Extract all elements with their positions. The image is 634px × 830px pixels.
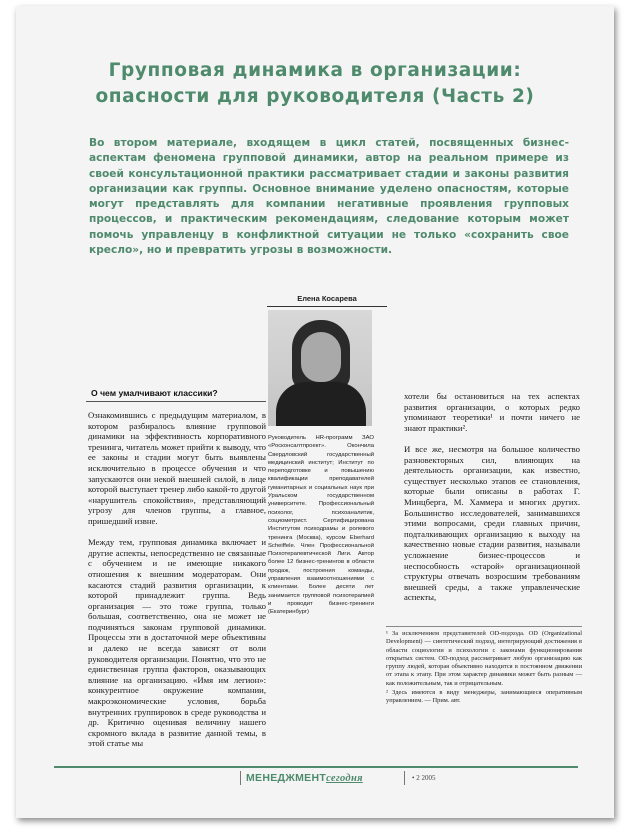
article-title-line1: Групповая динамика в организации: [108, 60, 522, 81]
author-photo [268, 310, 372, 426]
author-divider [267, 306, 387, 307]
magazine-name: МЕНЕДЖМЕНТ [246, 772, 327, 784]
footnote: ¹ За исключением представителей OD-подхода. OD (Organizational Development) — синтетический подход, интегрирующий достижения в области социологии и психологии с законами функционирования открытых систем. OD-подход рассматривает любую организацию как группу людей, которая объективно находится в постоянном движении от этапа к этапу. При этом характер динамики может быть разным — как положительным, так и отрицательным. [386, 630, 582, 687]
article-lead: Во втором материале, входящем в цикл статей, посвященных бизнес-аспектам феномена групповой динамики, автор на реальном примере из своей консультационной практики рассматривает стадии и законы развития организации как группы. Основное внимание уделено опасностям, которые могут представлять для компании негативные проявления групповых процессов, и практическим рекомендациям, следование которым может помочь управленцу в конфликтной ситуации не только «сохранить свое кресло», но и превратить угрозы в возможности. [89, 137, 569, 257]
author-bio: Руководитель HR-программ ЗАО «Росконсалтпроект». Окончила Свердловский государственный медицинский институт; Институт по переподготовке и повышению квалификации преподавателей гуманитарных и социальных наук при Уральском государственном университете. Профессиональный психолог, психоаналитик, социометрист. Сертифицирована Институтом психодрамы и ролевого тренинга (Москва), курсом Eberhard Scheiffele. Член Профессиональной Психотерапевтической Лиги. Автор более 12 бизнес-тренингов в области продаж, построения команды, управления взаимоотношениями с клиентами. Более десяти лет занимается групповой психотерапией и проводит бизнес-тренинги (Екатеринбург) [268, 435, 374, 616]
magazine-logo [246, 772, 363, 784]
footnote-divider [386, 626, 582, 627]
footer-separator [404, 771, 405, 785]
paragraph: И все же, несмотря на большое количество разновекторных сил, влияющих на деятельность организации, как известно, существует несколько этапов ее становления, которые были описаны в работах Г. Минцберга, М. Хаммера и многих других. Большинство исследователей, занимавшихся этими вопросами, среди главных причин, подталкивающих организацию к выходу на качественно новые стадии развития, называли усложнение бизнес-процессов и неспособность «старой» организационной структуры отвечать возросшим требованиям внешней среды, а также управленческие аспекты, [404, 443, 580, 603]
paragraph: Ознакомившись с предыдущим материалом, в котором разбиралось влияние групповой динамики на эффективность корпоративного тренинга, читатель может прийти к выводу, что ее законы и стадии могут быть выявлены исключительно в процессе обучения и что запускаются они некой внешней силой, в лице которой выступает тренер либо какой-то другой «нарушитель спокойствия», представляющий угрозу для членов группы, а главное, пришедший извне. [88, 410, 266, 526]
section-heading: О чем умалчивают классики? [91, 388, 218, 398]
footnotes [386, 630, 582, 707]
article-title [16, 58, 614, 110]
article-column-left [88, 410, 266, 760]
section-divider [86, 401, 266, 402]
author-name: Елена Косарева [297, 294, 357, 303]
issue-number: • 2 2005 [412, 774, 436, 782]
footnote: ² Здесь имеются в виду менеджеры, занимающиеся оперативным управлением. — Прим. авт. [386, 689, 582, 705]
article-title-line2: опасности для руководителя (Часть 2) [95, 86, 535, 107]
footer-separator [240, 771, 241, 785]
paragraph: хотели бы остановиться на тех аспектах развития организации, о которых редко упоминают теоретики¹ и почти ничего не знают практики². [404, 391, 580, 433]
article-column-right [404, 391, 580, 613]
paragraph: Между тем, групповая динамика включает и другие аспекты, непосредственно не связанные с обучением и не имеющие никакого отношения к внешним модераторам. Они касаются стадий развития организации, к которой принадлежит группа. Ведь организация — это тоже группа, только большая, соответственно, она не может не подчиняться законам групповой динамики. Процессы эти в достаточной мере объективны и далеко не всегда зависят от воли руководителя организации. Понятно, что это не единственная группа факторов, оказывающих влияние на организацию. «Имя им легион»: конкурентное окружение компании, макроэкономические условия, борьба внутренних группировок в среде руководства и др. Критично оценивая величину нашего скромного вклада в развитие данной темы, в этой статье мы [88, 537, 266, 749]
magazine-page [16, 6, 614, 818]
footer-rule [54, 766, 578, 768]
magazine-name-italic: сегодня [326, 773, 363, 784]
